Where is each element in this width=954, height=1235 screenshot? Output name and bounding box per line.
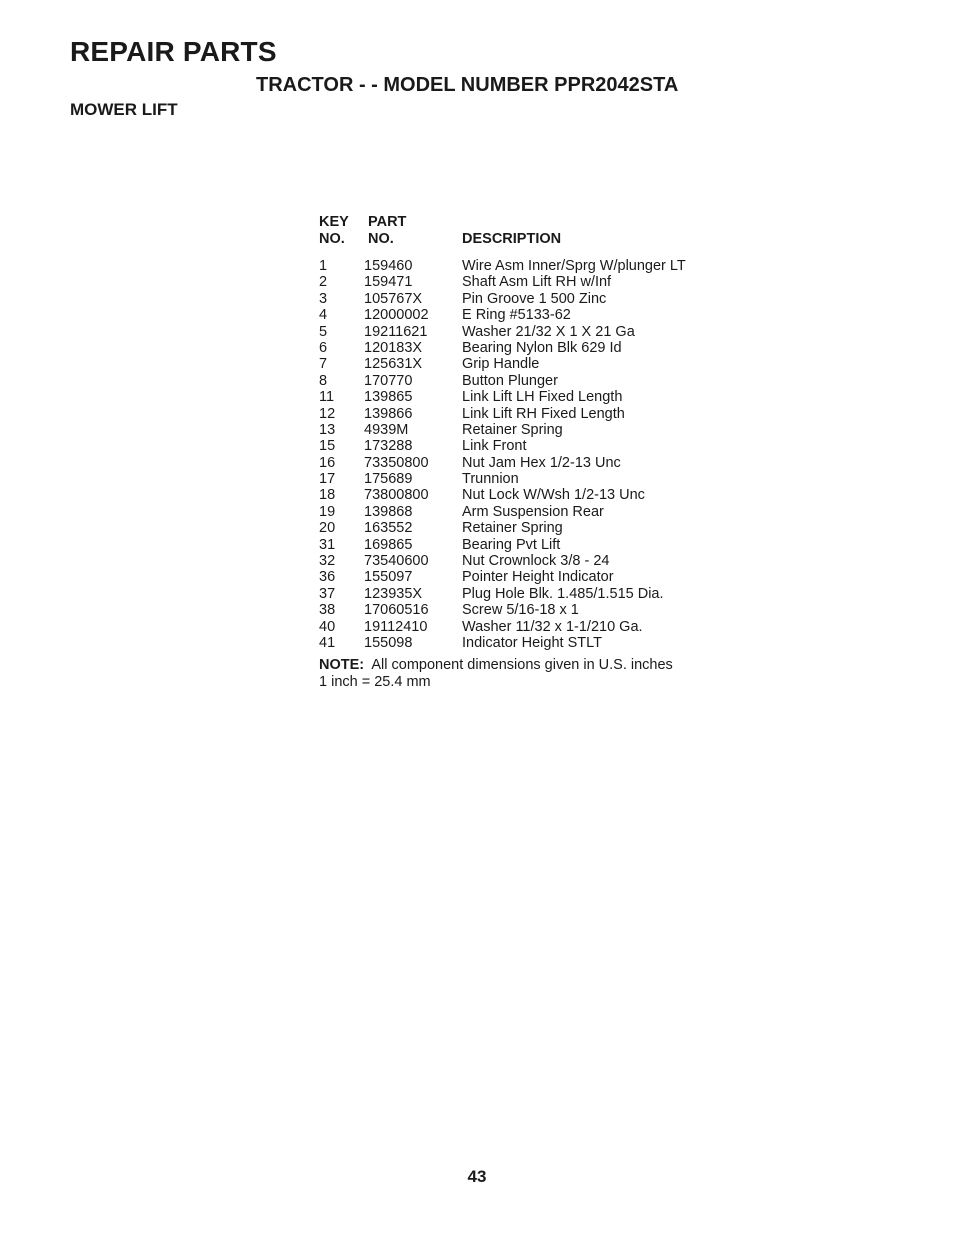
table-row (319, 635, 739, 651)
description: Plug Hole Blk. 1.485/1.515 Dia. (462, 585, 664, 602)
description: Grip Handle (462, 356, 540, 373)
description: Trunnion (462, 471, 519, 488)
key-no: 19 (319, 503, 336, 520)
key-no: 18 (319, 487, 336, 504)
table-row (319, 307, 739, 323)
parts-table-header (319, 214, 739, 250)
table-row (319, 520, 739, 536)
part-no: 120183X (364, 339, 423, 356)
description: Pointer Height Indicator (462, 569, 614, 586)
table-row (319, 373, 739, 389)
description: Nut Jam Hex 1/2-13 Unc (462, 454, 621, 471)
part-no: 139865 (364, 389, 413, 406)
header-key-line2: NO. (319, 231, 345, 247)
table-row (319, 487, 739, 503)
description: Arm Suspension Rear (462, 503, 604, 520)
table-row (319, 619, 739, 635)
part-no: 159460 (364, 258, 413, 274)
part-no: 155098 (364, 634, 413, 651)
table-row (319, 438, 739, 454)
description: Washer 21/32 X 1 X 21 Ga (462, 323, 635, 340)
part-no: 173288 (364, 438, 413, 455)
key-no: 16 (319, 454, 336, 471)
description: Link Lift RH Fixed Length (462, 405, 625, 422)
part-no: 169865 (364, 536, 413, 553)
table-row (319, 356, 739, 372)
page-number: 43 (467, 1167, 487, 1186)
parts-table-body (319, 258, 739, 651)
part-no: 17060516 (364, 602, 429, 619)
table-row (319, 455, 739, 471)
key-no: 20 (319, 520, 336, 537)
key-no: 32 (319, 553, 336, 570)
table-row (319, 537, 739, 553)
table-row (319, 422, 739, 438)
key-no: 15 (319, 438, 336, 455)
key-no: 36 (319, 569, 336, 586)
table-row (319, 324, 739, 340)
table-row (319, 274, 739, 290)
part-no: 105767X (364, 290, 423, 307)
key-no: 37 (319, 585, 336, 602)
key-no: 41 (319, 634, 336, 651)
part-no: 139868 (364, 503, 413, 520)
part-no: 123935X (364, 585, 423, 602)
description: Link Front (462, 438, 527, 455)
description: Bearing Pvt Lift (462, 536, 561, 553)
description: Pin Groove 1 500 Zinc (462, 290, 607, 307)
description: Bearing Nylon Blk 629 Id (462, 339, 622, 356)
key-no: 5 (319, 323, 328, 340)
part-no: 175689 (364, 471, 413, 488)
description: Nut Crownlock 3/8 - 24 (462, 553, 610, 570)
table-row (319, 586, 739, 602)
header-key-line1: KEY (319, 214, 349, 230)
description: Shaft Asm Lift RH w/Inf (462, 274, 612, 291)
header-part-line1: PART (368, 214, 407, 230)
description: Washer 11/32 x 1-1/210 Ga. (462, 618, 643, 635)
part-no: 73350800 (364, 454, 429, 471)
description: Nut Lock W/Wsh 1/2-13 Unc (462, 487, 645, 504)
key-no: 38 (319, 602, 336, 619)
part-no: 73800800 (364, 487, 429, 504)
key-no: 31 (319, 536, 336, 553)
key-no: 11 (319, 389, 335, 406)
table-row (319, 602, 739, 618)
table-row (319, 471, 739, 487)
part-no: 19211621 (364, 323, 428, 340)
description: Retainer Spring (462, 520, 563, 537)
description: Link Lift LH Fixed Length (462, 389, 623, 406)
part-no: 139866 (364, 405, 413, 422)
note-line (319, 657, 739, 673)
description: Wire Asm Inner/Sprg W/plunger LT (462, 258, 686, 274)
key-no: 3 (319, 290, 328, 307)
key-no: 40 (319, 618, 336, 635)
part-no: 73540600 (364, 553, 429, 570)
key-no: 1 (319, 258, 328, 274)
table-row (319, 553, 739, 569)
key-no: 6 (319, 339, 328, 356)
model-title: TRACTOR - - MODEL NUMBER PPR2042STA (256, 74, 679, 96)
key-no: 2 (319, 274, 328, 291)
note-conversion: 1 inch = 25.4 mm (319, 673, 431, 690)
key-no: 7 (319, 356, 328, 373)
part-no: 12000002 (364, 307, 429, 324)
note-text: All component dimensions given in U.S. inches (371, 657, 673, 674)
key-no: 4 (319, 307, 328, 324)
header-description: DESCRIPTION (462, 231, 562, 247)
note (319, 657, 739, 690)
table-row (319, 406, 739, 422)
key-no: 12 (319, 405, 336, 422)
table-row (319, 340, 739, 356)
description: Button Plunger (462, 372, 558, 389)
key-no: 17 (319, 471, 336, 488)
part-no: 159471 (364, 274, 413, 291)
section-title: MOWER LIFT (70, 100, 178, 119)
description: Retainer Spring (462, 421, 563, 438)
part-no: 4939M (364, 421, 409, 438)
description: Screw 5/16-18 x 1 (462, 602, 579, 619)
key-no: 13 (319, 421, 336, 438)
page-title: REPAIR PARTS (70, 36, 277, 67)
description: E Ring #5133-62 (462, 307, 571, 324)
parts-list (319, 214, 739, 690)
table-row (319, 291, 739, 307)
part-no: 19112410 (364, 618, 428, 635)
part-no: 125631X (364, 356, 423, 373)
table-row (319, 258, 739, 274)
part-no: 170770 (364, 372, 413, 389)
note-label: NOTE: (319, 657, 365, 674)
part-no: 155097 (364, 569, 413, 586)
key-no: 8 (319, 372, 328, 389)
part-no: 163552 (364, 520, 413, 537)
description: Indicator Height STLT (462, 634, 602, 651)
table-row (319, 389, 739, 405)
table-row (319, 504, 739, 520)
table-row (319, 569, 739, 585)
header-part-line2: NO. (368, 231, 394, 247)
